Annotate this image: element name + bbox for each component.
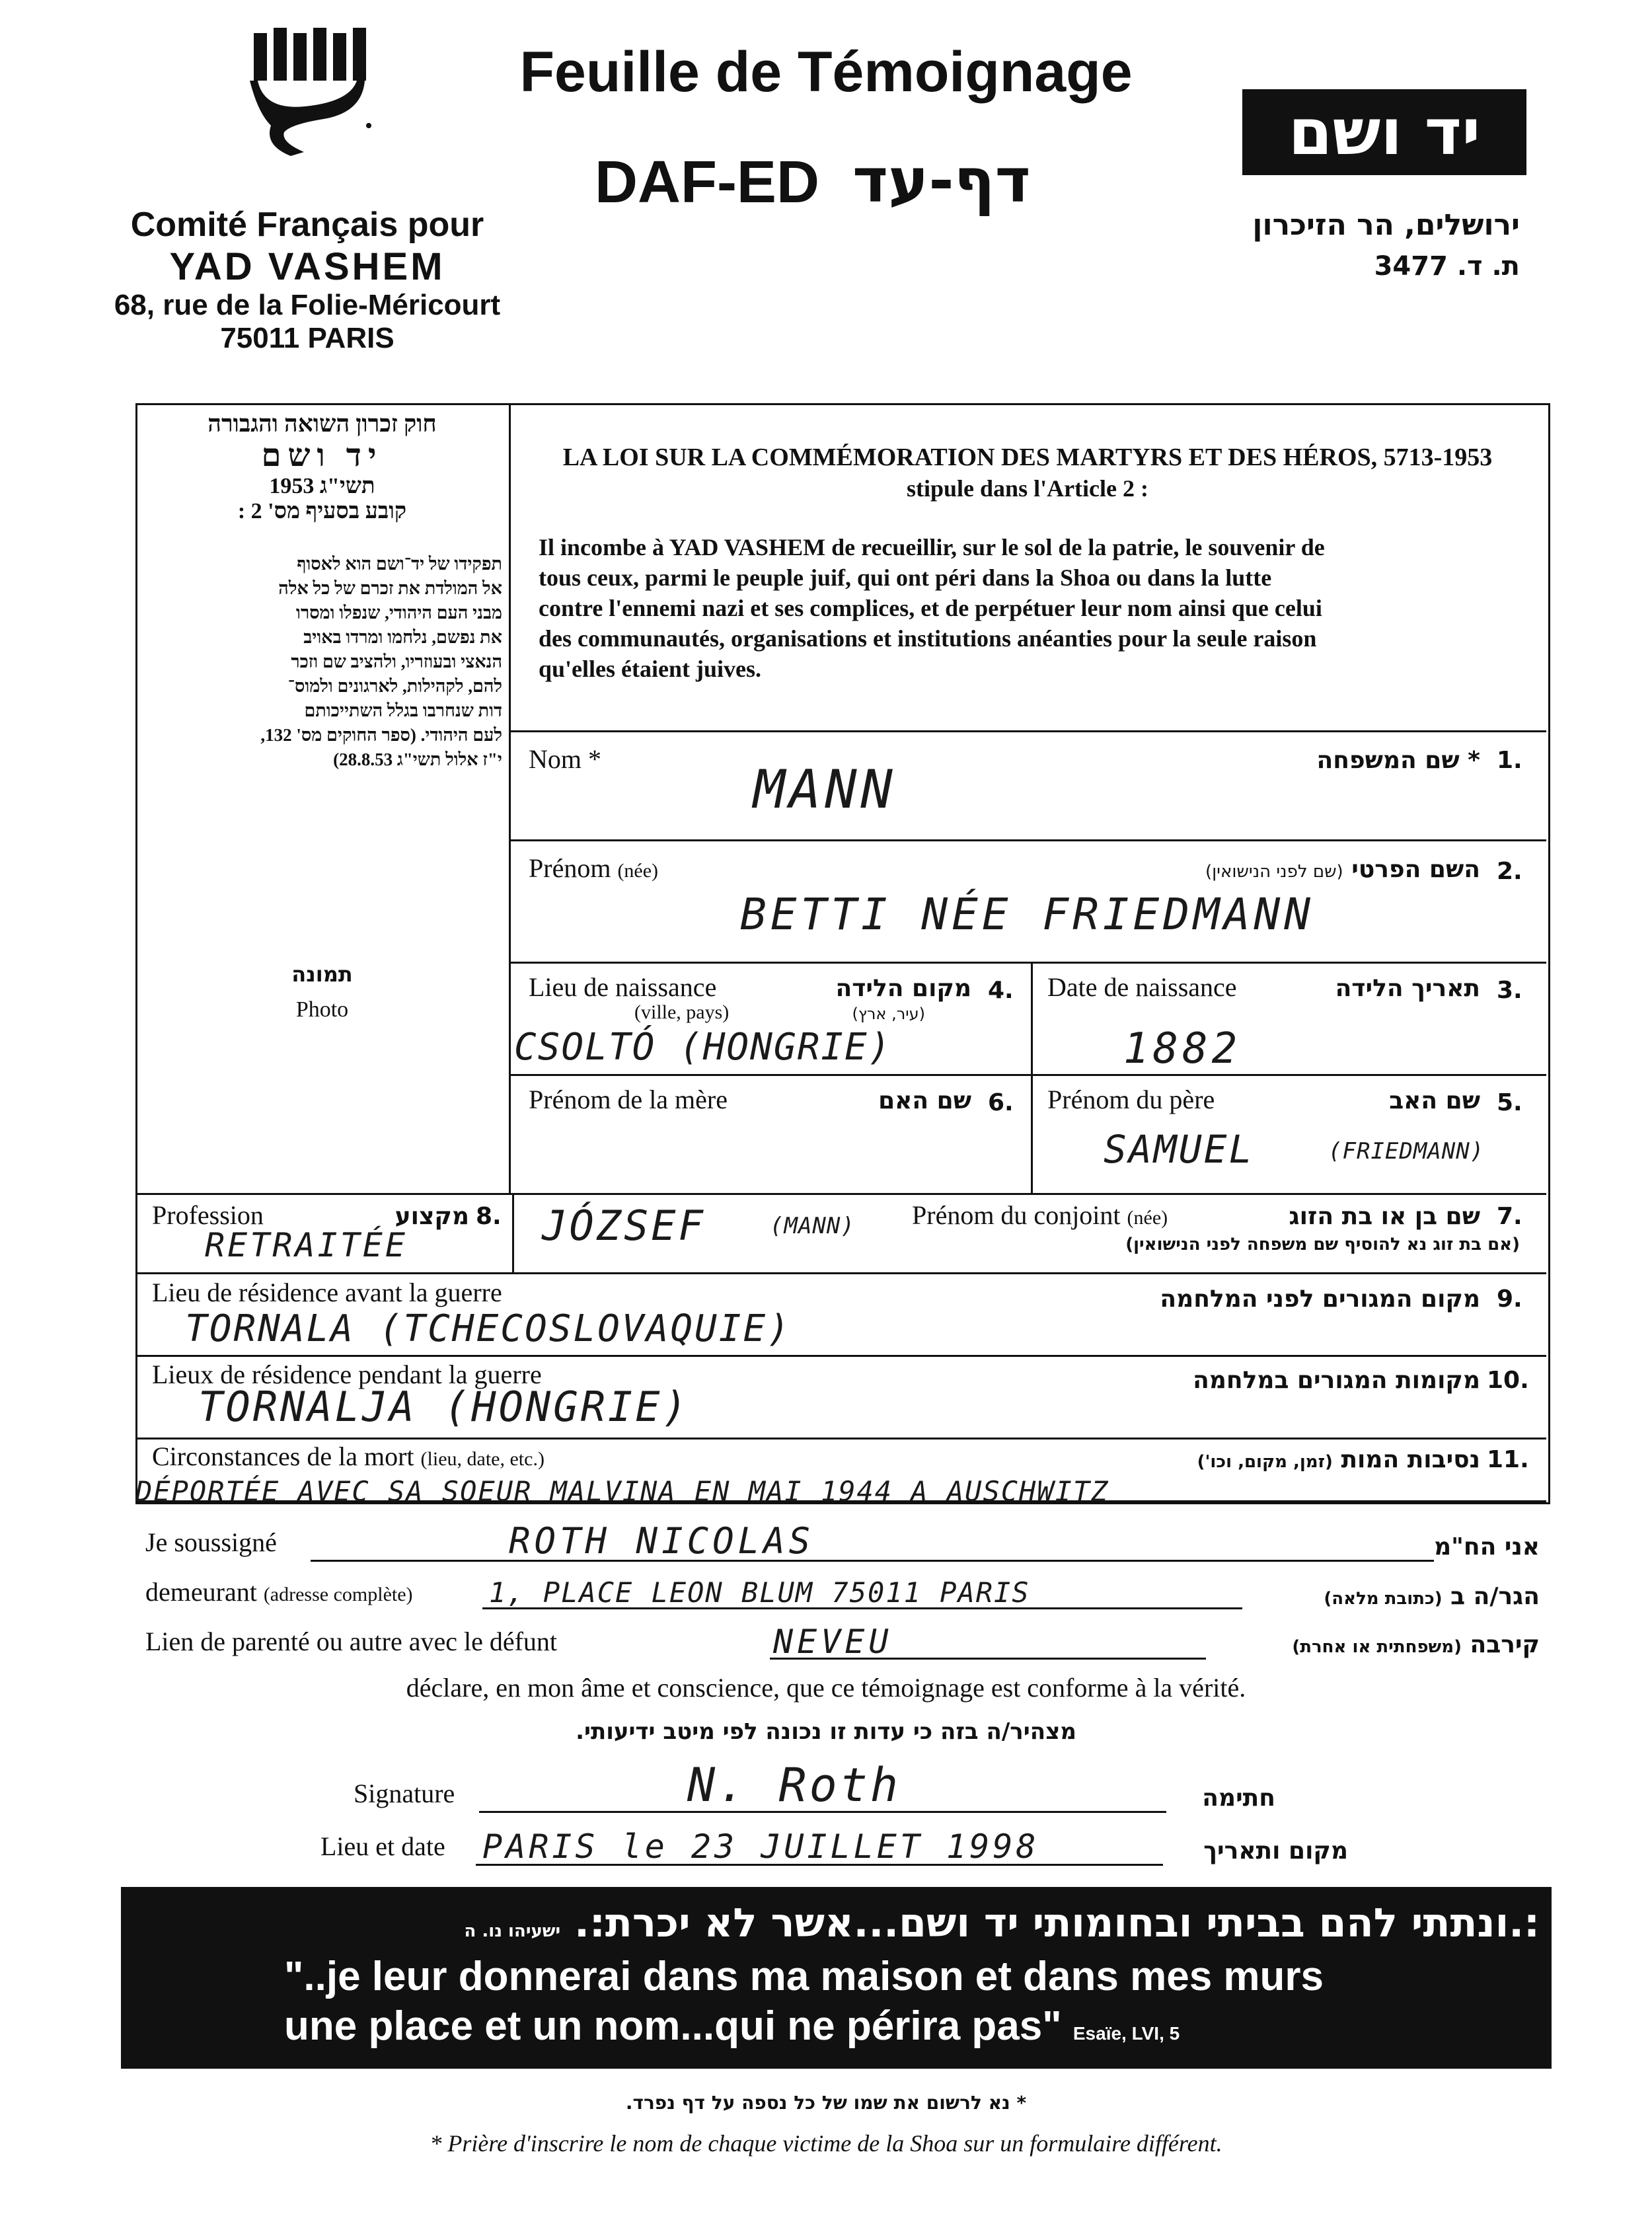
- date-naissance-hebrew: תאריך הלידה: [1335, 975, 1480, 1002]
- prenom-mere-hebrew: שם האם: [878, 1087, 971, 1114]
- signature-label: Signature: [354, 1779, 455, 1808]
- prenom-label: [529, 853, 658, 884]
- circonstances-hebrew: [1123, 1446, 1480, 1473]
- conjoint-value[interactable]: JÓZSEF: [542, 1202, 706, 1250]
- residence-pendant-hebrew: מקומות המגורים במלחמה: [1193, 1367, 1480, 1394]
- law-hebrew-line: הנאצי ובעוזריו, ולהציב שם וזכר: [291, 652, 502, 672]
- field-number: 9.: [1497, 1286, 1522, 1313]
- conjoint-hebrew: שם בן או בת הזוג: [1289, 1203, 1480, 1230]
- lien-value[interactable]: NEVEU: [773, 1623, 893, 1661]
- soussigne-label: Je soussigné: [145, 1527, 277, 1557]
- nom-label-hebrew: * שם המשפחה: [1316, 747, 1480, 774]
- prenom-pere-hebrew: שם האב: [1389, 1087, 1480, 1114]
- lieu-naissance-label: Lieu de naissance: [529, 972, 717, 1002]
- banner-hebrew: [132, 1900, 1540, 1946]
- dafed-hebrew: דף-עד: [852, 145, 1031, 216]
- lien-label: Lien de parenté ou autre avec le défunt: [145, 1627, 558, 1656]
- law-hebrew-line: לעם היהודי. (ספר החוקים מס' 132,: [260, 725, 502, 745]
- law-hebrew-line: להם, לקהילות, לארגונים ולמוס־: [287, 676, 502, 696]
- soussigne-value[interactable]: ROTH NICOLAS: [509, 1520, 815, 1562]
- law-french-line: des communautés, organisations et institutions anéanties pour la seule raison: [539, 625, 1317, 652]
- prenom-pere-note[interactable]: (FRIEDMANN): [1328, 1138, 1485, 1165]
- law-hebrew-line: תפקידו של יד־ושם הוא לאסוף: [297, 554, 502, 574]
- soussigne-hebrew: אני הח"מ: [1434, 1533, 1540, 1560]
- field-number: 11.: [1487, 1446, 1529, 1473]
- field-number: 8.: [476, 1203, 502, 1230]
- law-french-title: LA LOI SUR LA COMMÉMORATION DES MARTYRS ET DES HÉROS, 5713-1953: [562, 443, 1493, 471]
- prenom-pere-label: Prénom du père: [1047, 1085, 1215, 1114]
- profession-value[interactable]: RETRAITÉE: [205, 1226, 408, 1264]
- lieu-naissance-hebrew: מקום הלידה: [835, 975, 971, 1002]
- law-french-subtitle: stipule dans l'Article 2 :: [907, 475, 1148, 502]
- prenom-mere-label: Prénom de la mère: [529, 1085, 728, 1114]
- banner-french-ref: Esaïe, LVI, 5: [1072, 2023, 1180, 2044]
- prenom-label-main: Prénom: [529, 853, 611, 883]
- law-french-line: tous ceux, parmi le peuple juif, qui ont péri dans la Shoa ou dans la lutte: [539, 564, 1272, 591]
- lieu-date-value[interactable]: PARIS le 23 JUILLET 1998: [482, 1827, 1039, 1866]
- demeurant-label: [145, 1576, 413, 1607]
- field-number: 5.: [1497, 1089, 1522, 1116]
- circonstances-label-sub: (lieu, date, etc.): [420, 1448, 544, 1470]
- footer-french-note: * Prière d'inscrire le nom de chaque victime de la Shoa sur un formulaire différent.: [430, 2130, 1222, 2157]
- field-number: 2.: [1497, 858, 1522, 885]
- field-number: 1.: [1497, 747, 1522, 774]
- conjoint-hebrew-sub: (אם בת זוג נא להוסיף שם משפחה לפני הנישואין): [1125, 1235, 1520, 1254]
- lien-hebrew-main: קירבה: [1470, 1631, 1540, 1658]
- law-hebrew-line: מבני העם היהודי, שנפלו ומסרו: [296, 603, 502, 623]
- law-french-line: qu'elles étaient juives.: [539, 656, 761, 682]
- prenom-value[interactable]: BETTI NÉE FRIEDMANN: [740, 889, 1314, 940]
- circonstances-label-main: Circonstances de la mort: [152, 1441, 414, 1471]
- dafed-latin: DAF-ED: [595, 149, 819, 215]
- prenom-label-hebrew: [1057, 856, 1480, 883]
- lieu-naissance-hebrew-sub: (עיר, ארץ): [852, 1005, 925, 1023]
- address-hebrew: ירושלים, הר הזיכרון: [1252, 208, 1520, 242]
- banner-hebrew-text: :.ונתתי להם בביתי ובחומותי יד ושם...אשר לא יכרת:.: [574, 1900, 1540, 1946]
- circonstances-hebrew-sub: (זמן, מקום, וכו'): [1197, 1452, 1333, 1472]
- demeurant-value[interactable]: 1, PLACE LEON BLUM 75011 PARIS: [489, 1576, 1030, 1609]
- prenom-pere-value[interactable]: SAMUEL: [1104, 1127, 1254, 1172]
- law-hebrew-line: י"ז אלול תשי"ג 28.8.53): [333, 749, 502, 769]
- footer-hebrew-note: * נא לרשום את שמו של כל נספה על דף נפרד.: [625, 2092, 1027, 2114]
- banner-french-line1: "..je leur donnerai dans ma maison et dans mes murs: [284, 1954, 1324, 1999]
- residence-avant-value[interactable]: TORNALA (TCHECOSLOVAQUIE): [185, 1307, 792, 1350]
- po-box-hebrew: ת. ד. 3477: [1374, 251, 1520, 282]
- declaration-french: déclare, en mon âme et conscience, que ce témoignage est conforme à la vérité.: [406, 1673, 1246, 1703]
- residence-pendant-label: Lieux de résidence pendant la guerre: [152, 1360, 542, 1389]
- residence-avant-label: Lieu de résidence avant la guerre: [152, 1278, 502, 1307]
- field-number: 6.: [988, 1089, 1014, 1116]
- banner-hebrew-ref: ישעיהו נו. ה: [464, 1921, 561, 1941]
- lieu-naissance-value[interactable]: CSOLTÓ (HONGRIE): [514, 1026, 892, 1069]
- photo-area: [142, 962, 502, 1022]
- circonstances-hebrew-main: נסיבות המות: [1341, 1446, 1480, 1473]
- committee-block: [112, 205, 502, 355]
- circonstances-value[interactable]: DÉPORTÉE AVEC SA SOEUR MALVINA EN MAI 1944 A AUSCHWITZ: [135, 1475, 1109, 1508]
- field-number: 3.: [1497, 977, 1522, 1004]
- law-hebrew-title: יד ושם: [261, 438, 383, 473]
- committee-line: 68, rue de la Folie-Méricourt: [114, 289, 501, 321]
- prenom-hebrew-main: השם הפרטי: [1351, 856, 1480, 883]
- yad-vashem-hebrew-logo: יד ושם: [1242, 89, 1526, 175]
- law-hebrew-line: דות שנחרבו בגלל השתייכותם: [304, 701, 502, 720]
- residence-pendant-value[interactable]: TORNALJA (HONGRIE): [198, 1383, 690, 1431]
- lien-hebrew-sub: (משפחתית או אחרת): [1292, 1637, 1462, 1657]
- prenom-label-sub: (née): [617, 860, 659, 882]
- law-hebrew-block: [142, 410, 502, 524]
- conjoint-label-sub: (née): [1127, 1207, 1168, 1229]
- demeurant-label-main: demeurant: [145, 1577, 257, 1607]
- lien-hebrew: [1216, 1631, 1540, 1658]
- law-hebrew-title: תשי"ג 1953: [269, 474, 375, 498]
- law-hebrew-line: אל המולדת את זכרם של כל אלה: [278, 578, 502, 598]
- conjoint-label: [912, 1200, 1168, 1231]
- law-french-line: contre l'ennemi nazi et ses complices, et de perpétuer leur nom ainsi que celui: [539, 595, 1322, 621]
- law-hebrew-title: קובע בסעיף מס' 2 :: [237, 499, 407, 523]
- lieu-date-hebrew: מקום ותאריך: [1203, 1837, 1348, 1864]
- date-naissance-value[interactable]: 1882: [1123, 1024, 1242, 1073]
- prenom-hebrew-sub: (שם לפני הנישואין): [1205, 862, 1343, 882]
- committee-line: 75011 PARIS: [220, 322, 394, 354]
- conjoint-label-main: Prénom du conjoint: [912, 1200, 1121, 1230]
- field-number: 7.: [1497, 1203, 1522, 1230]
- demeurant-hebrew-main: הגר/ה ב: [1450, 1583, 1540, 1610]
- lieu-date-label: Lieu et date: [320, 1831, 445, 1861]
- field-number: 4.: [988, 977, 1014, 1004]
- circonstances-label: [152, 1441, 544, 1472]
- law-hebrew-title: חוק זכרון השואה והגבורה: [207, 410, 437, 437]
- declaration-hebrew: מצהיר/ה בזה כי עדות זו נכונה לפי מיטב ידיעותי.: [576, 1718, 1076, 1745]
- form-title: Feuille de Témoignage: [519, 40, 1133, 104]
- signature-hebrew: חתימה: [1202, 1785, 1275, 1812]
- demeurant-hebrew: [1249, 1583, 1540, 1610]
- demeurant-label-sub: (adresse complète): [263, 1584, 413, 1605]
- residence-avant-hebrew: מקום המגורים לפני המלחמה: [1160, 1286, 1480, 1313]
- profession-label: Profession: [152, 1200, 264, 1230]
- photo-label: Photo: [295, 997, 349, 1022]
- date-naissance-label: Date de naissance: [1047, 972, 1237, 1002]
- conjoint-note[interactable]: (MANN): [770, 1213, 855, 1239]
- committee-line: Comité Français pour: [130, 206, 484, 244]
- nom-value[interactable]: MANN: [753, 759, 897, 820]
- law-french-body: [539, 532, 1523, 684]
- committee-line: YAD VASHEM: [169, 245, 445, 288]
- field-number: 10.: [1487, 1367, 1529, 1394]
- law-hebrew-body: [142, 552, 502, 772]
- law-hebrew-line: את נפשם, נלחמו ומרדו באויב: [303, 627, 502, 647]
- signature-value[interactable]: N. Roth: [687, 1758, 901, 1812]
- photo-label-hebrew: תמונה: [291, 962, 353, 987]
- profession-hebrew: מקצוע: [394, 1203, 469, 1230]
- banner-french-text: une place et un nom...qui ne périra pas": [284, 2003, 1062, 2049]
- nom-label: Nom *: [529, 744, 601, 774]
- law-french-line: Il incombe à YAD VASHEM de recueillir, sur le sol de la patrie, le souvenir de: [539, 534, 1325, 560]
- demeurant-hebrew-sub: (כתובת מלאה): [1324, 1589, 1443, 1609]
- banner-french-line2: [284, 2003, 1180, 2050]
- lieu-naissance-sub: (ville, pays): [634, 1001, 730, 1023]
